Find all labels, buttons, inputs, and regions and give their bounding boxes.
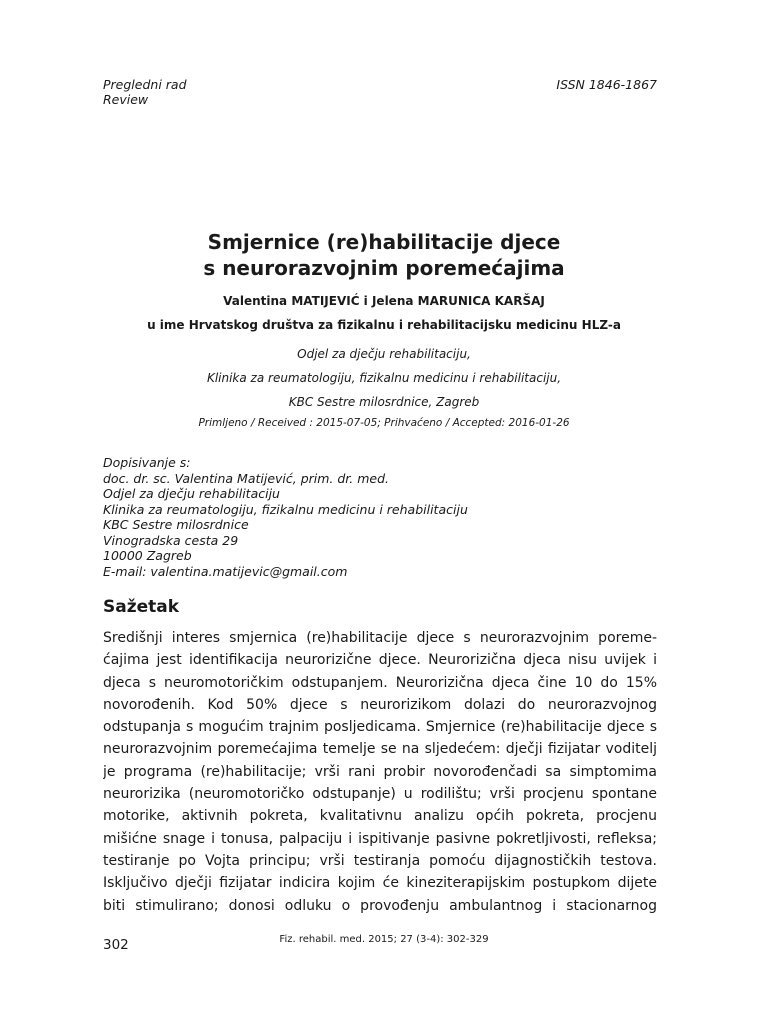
correspondence-line: 10000 Zagreb — [103, 548, 192, 563]
abstract-line: ćajima jest identifikacija neurorizične djece. Neurorizična djeca nisu uvijek i — [103, 652, 657, 669]
affiliation — [0, 342, 768, 414]
authors: Valentina MATIJEVIĆ i Jelena MARUNICA KARŠAJ — [223, 294, 545, 308]
abstract-line: neurorazvojnim poremećajima temelje se na sljedećem: dječji fizijatar voditelj — [103, 741, 657, 758]
abstract-line: je programa (re)habilitacije; vrši rani probir novorođenčadi sa simptomima — [103, 763, 657, 780]
abstract-heading: Sažetak — [103, 597, 180, 617]
article-type — [103, 77, 187, 107]
abstract-line: odstupanja s mogućim trajnim posljedicama. Smjernice (re)habilitacije djece s — [103, 719, 657, 736]
abstract-line: djeca s neuromotoričkim odstupanjem. Neurorizična djeca čine 10 do 15% — [103, 674, 657, 691]
abstract-line: mišićne snage i tonusa, palpaciju i ispitivanje pasivne pokretljivosti, refleksa; — [103, 830, 657, 847]
abstract-line: Isključivo dječji fizijatar indicira kojim će kineziterapijskim postupkom dijete — [103, 875, 657, 892]
page-number: 302 — [103, 937, 129, 953]
abstract-line: testiranje po Vojta principu; vrši testiranja pomoću dijagnostičkih testova. — [103, 852, 657, 869]
affiliation-line: Klinika za reumatologiju, fizikalnu medicinu i rehabilitaciju, — [206, 371, 562, 385]
article-type-hr: Pregledni rad — [103, 77, 187, 92]
affiliation-line: Odjel za dječju rehabilitaciju, — [297, 347, 471, 361]
abstract-line: Središnji interes smjernica (re)habilitacije djece s neurorazvojnim poreme- — [103, 630, 657, 646]
abstract-line: biti stimulirano; donosi odluku o provođenju ambulantnog i stacionarnog — [103, 897, 657, 914]
correspondence-line: Vinogradska cesta 29 — [103, 532, 239, 548]
affiliation-line: KBC Sestre milosrdnice, Zagreb — [288, 395, 480, 409]
received-accepted-dates: Primljeno / Received : 2015-07-05; Prihvaćeno / Accepted: 2016-01-26 — [198, 417, 570, 429]
abstract-line: novorođenih. Kod 50% djece s neurorizikom dolazi do neurorazvojnog — [103, 696, 657, 713]
correspondence-line: KBC Sestre milosrdnice — [103, 517, 249, 532]
abstract-line: motorike, aktivnih pokreta, kvalitativnu analizu općih pokreta, procjenu — [103, 808, 657, 825]
correspondence-email: E-mail: valentina.matijevic@gmail.com — [103, 563, 348, 579]
correspondence-block — [103, 455, 468, 579]
title-line-2: s neurorazvojnim poremećajima — [203, 256, 565, 280]
correspondence-line: Klinika za reumatologiju, fizikalnu medicinu i rehabilitaciju — [103, 501, 468, 517]
organization: u ime Hrvatskog društva za fizikalnu i rehabilitacijsku medicinu HLZ-a — [147, 318, 621, 332]
correspondence-line: Dopisivanje s: — [103, 455, 191, 470]
correspondence-line: doc. dr. sc. Valentina Matijević, prim. dr. med. — [103, 470, 390, 486]
issn: ISSN 1846-1867 — [556, 77, 657, 92]
journal-citation: Fiz. rehabil. med. 2015; 27 (3-4): 302-329 — [279, 934, 489, 945]
correspondence-line: Odjel za dječju rehabilitaciju — [103, 486, 280, 501]
paper-title — [0, 229, 768, 281]
abstract-line: neurorizika (neuromotoričko odstupanje) u rodilištu; vrši procjenu spontane — [103, 786, 657, 803]
abstract-body — [103, 627, 657, 917]
article-type-en: Review — [103, 92, 149, 107]
title-line-1: Smjernice (re)habilitacije djece — [207, 230, 561, 254]
